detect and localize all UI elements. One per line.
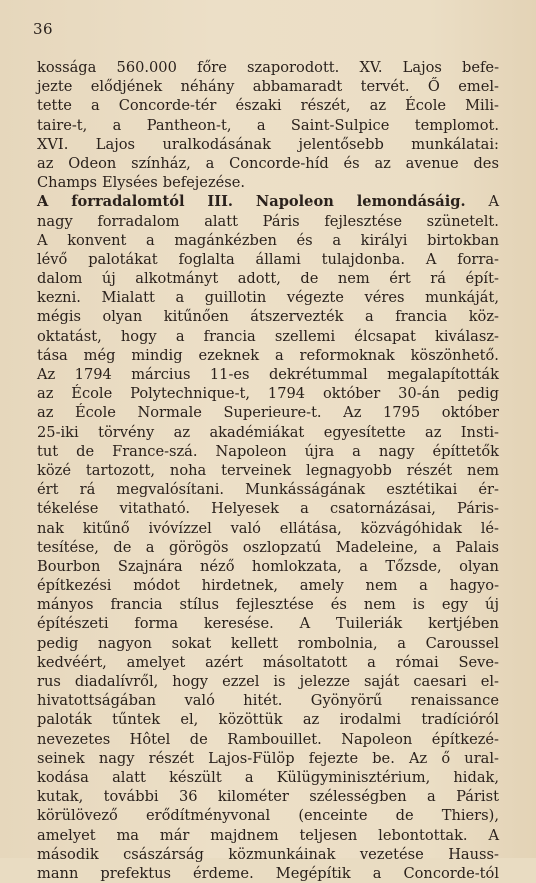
text-line: tut de France-szá. Napoleon újra a nagy építtetők bbox=[37, 442, 499, 460]
text-line: seinek nagy részét Lajos-Fülöp fejezte be. Az ő ural- bbox=[37, 749, 499, 767]
text-line: tása még mindig ezeknek a reformoknak köszönhető. bbox=[37, 346, 499, 364]
body-text bbox=[37, 58, 499, 883]
text-line: kedvéért, amelyet azért másoltatott a római Seve- bbox=[37, 653, 499, 671]
text-line: építészeti forma keresése. A Tuileriák kertjében bbox=[37, 615, 499, 633]
text-line: közé tartozott, noha terveinek legnagyobb részét nem bbox=[37, 461, 499, 479]
text-line: rus diadalívről, hogy ezzel is jelezze saját caesari el- bbox=[37, 673, 499, 690]
text-line: A forradalomtól III. Napoleon lemondásáig. A bbox=[37, 193, 499, 211]
text-line: nagy forradalom alatt Páris fejlesztése szünetelt. bbox=[37, 212, 499, 230]
text-line: paloták tűntek el, közöttük az irodalmi tradícióról bbox=[37, 711, 499, 729]
text-line: 25-iki törvény az akadémiákat egyesítette az Insti- bbox=[37, 423, 499, 441]
text-line: dalom új alkotmányt adott, de nem ért rá épít- bbox=[37, 270, 499, 288]
text-line: mégis olyan kitűnően átszervezték a francia köz- bbox=[37, 308, 499, 326]
text-line: jezte elődjének néhány abbamaradt tervét. Ő emel- bbox=[37, 78, 499, 96]
text-line: az École Normale Superieure-t. Az 1795 október bbox=[37, 404, 499, 422]
text-line: taire-t, a Pantheon-t, a Saint-Sulpice templomot. bbox=[37, 116, 499, 134]
text-line: Bourbon Szajnára néző homlokzata, a Tőzsde, olyan bbox=[37, 557, 499, 575]
text-line: mányos francia stílus fejlesztése és nem is egy új bbox=[37, 596, 499, 614]
text-line: kossága 560.000 főre szaporodott. XV. Lajos befe- bbox=[37, 59, 499, 76]
text-line: lévő palotákat foglalta állami tulajdonba. A forra- bbox=[37, 250, 499, 268]
text-line: oktatást, hogy a francia szellemi élcsapat kiválasz- bbox=[37, 327, 499, 345]
text-line: mann prefektus érdeme. Megépítik a Concorde-tól bbox=[37, 864, 499, 882]
text-line: kezni. Mialatt a guillotin végezte véres munkáját, bbox=[37, 289, 499, 307]
text-line: második császárság közmunkáinak vezetése Hauss- bbox=[37, 845, 499, 863]
text-line: az Odeon színház, a Concorde-híd és az avenue des bbox=[37, 154, 499, 172]
text-line: tesítése, de a görögös oszlopzatú Madeleine, a Palais bbox=[37, 538, 499, 556]
text-line: A konvent a magánkézben és a királyi birtokban bbox=[37, 231, 499, 249]
text-line: amelyet ma már majdnem teljesen lebontottak. A bbox=[37, 826, 499, 844]
text-line: kodása alatt készült a Külügyminisztérium, hidak, bbox=[37, 768, 499, 786]
text-line: XVI. Lajos uralkodásának jelentősebb munkálatai: bbox=[37, 135, 499, 153]
text-line: nevezetes Hôtel de Rambouillet. Napoleon építkezé- bbox=[37, 730, 499, 748]
text-line: kutak, további 36 kilométer szélességben a Párist bbox=[37, 788, 499, 806]
text-line: pedig nagyon sokat kellett rombolnia, a Caroussel bbox=[37, 634, 499, 652]
text-line: körülövező erődítményvonal (enceinte de Thiers), bbox=[37, 807, 499, 825]
text-line: Az 1794 március 11-es dekrétummal megalapították bbox=[37, 366, 499, 383]
text-line: tette a Concorde-tér északi részét, az École Mili- bbox=[37, 97, 499, 115]
text-line: nak kitűnő ivóvízzel való ellátása, közvágóhidak lé- bbox=[37, 519, 499, 537]
text-line: tékelése vitatható. Helyesek a csatornázásai, Páris- bbox=[37, 500, 499, 518]
text-line: Champs Elysées befejezése. bbox=[37, 174, 246, 192]
text-line: hivatottságában való hitét. Gyönyörű renaissance bbox=[37, 692, 499, 710]
text-line: ért rá megvalósítani. Munkásságának esztétikai ér- bbox=[37, 481, 499, 499]
text-line: építkezési módot hirdetnek, amely nem a hagyo- bbox=[37, 577, 499, 595]
page-number: 36 bbox=[33, 20, 54, 38]
text-line: az École Polytechnique-t, 1794 október 30-án pedig bbox=[37, 385, 499, 403]
